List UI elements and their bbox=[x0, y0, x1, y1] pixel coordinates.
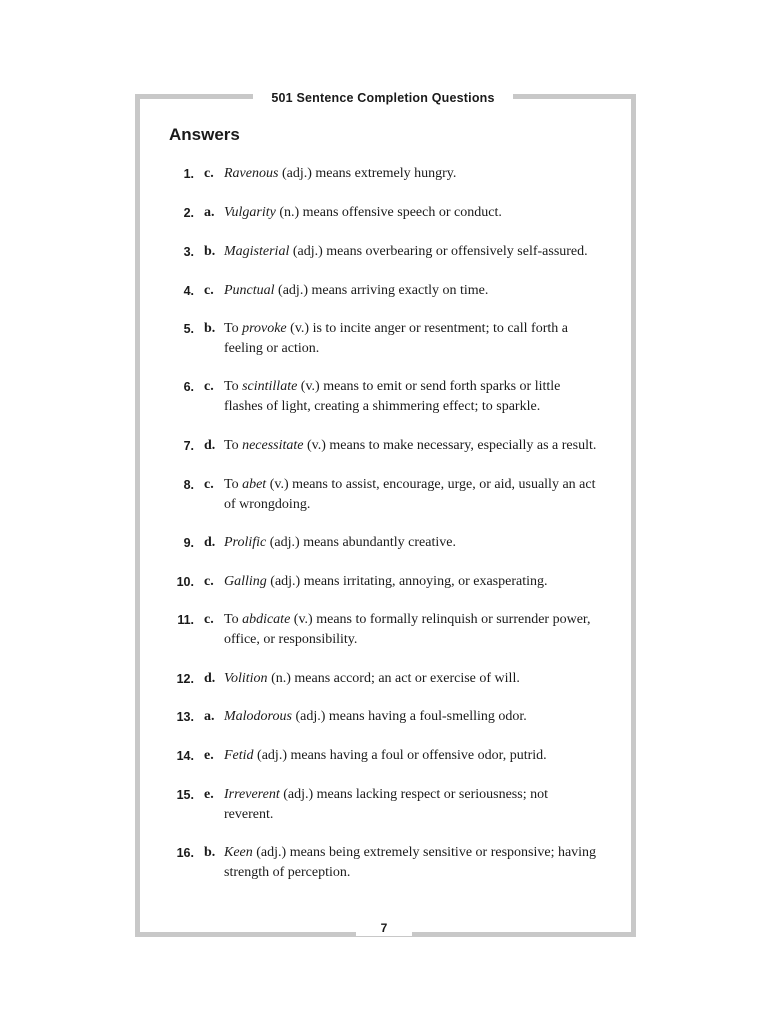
answer-explanation bbox=[224, 203, 600, 223]
answer-term: Prolific bbox=[224, 535, 267, 550]
answer-definition: (v.) means to make necessary, especially as a result. bbox=[303, 438, 597, 453]
answer-definition: (adj.) means lacking respect or seriousness; not reverent. bbox=[224, 787, 548, 822]
answer-term: provoke bbox=[242, 321, 287, 336]
answer-number: 6. bbox=[183, 380, 194, 394]
answer-item-7 bbox=[160, 436, 600, 456]
answer-letter: c. bbox=[204, 477, 214, 492]
answer-prefix: To bbox=[224, 477, 243, 492]
answer-number: 9. bbox=[183, 536, 194, 550]
answer-term: Fetid bbox=[224, 748, 254, 763]
answer-item-16 bbox=[160, 843, 600, 883]
answer-explanation bbox=[224, 746, 600, 766]
answer-term: Magisterial bbox=[224, 244, 290, 259]
answer-item-9 bbox=[160, 533, 600, 553]
answer-definition: (adj.) means irritating, annoying, or exasperating. bbox=[266, 574, 548, 589]
answer-number: 12. bbox=[176, 672, 194, 686]
answer-term: Vulgarity bbox=[224, 205, 276, 220]
answer-definition: (adj.) means extremely hungry. bbox=[278, 166, 457, 181]
answer-definition: (adj.) means arriving exactly on time. bbox=[274, 283, 489, 298]
answer-explanation bbox=[224, 572, 600, 592]
answer-item-5 bbox=[160, 319, 600, 359]
running-header-title: 501 Sentence Completion Questions bbox=[253, 90, 513, 106]
answer-prefix: To bbox=[224, 612, 243, 627]
answer-number: 5. bbox=[183, 322, 194, 336]
answer-definition: (v.) means to emit or send forth sparks or little flashes of light, creating a shimmering effect; to sparkle. bbox=[224, 379, 561, 414]
answer-number: 7. bbox=[183, 439, 194, 453]
answer-letter: e. bbox=[204, 748, 214, 763]
answer-prefix: To bbox=[224, 438, 243, 453]
answer-term: Ravenous bbox=[224, 166, 279, 181]
answer-item-2 bbox=[160, 203, 600, 223]
answer-explanation bbox=[224, 707, 600, 727]
page-number: 7 bbox=[356, 920, 412, 936]
answer-letter: b. bbox=[204, 244, 216, 259]
answer-number: 10. bbox=[176, 575, 194, 589]
answer-explanation bbox=[224, 164, 600, 184]
answer-letter: c. bbox=[204, 379, 214, 394]
answer-term: abet bbox=[242, 477, 267, 492]
answer-item-4 bbox=[160, 281, 600, 301]
answer-term: Punctual bbox=[224, 283, 275, 298]
answer-item-13 bbox=[160, 707, 600, 727]
answer-prefix: To bbox=[224, 321, 243, 336]
answer-term: abdicate bbox=[242, 612, 291, 627]
answer-term: Malodorous bbox=[224, 709, 292, 724]
answer-definition: (adj.) means having a foul-smelling odor. bbox=[291, 709, 527, 724]
answer-explanation bbox=[224, 377, 600, 417]
answer-letter: a. bbox=[204, 709, 215, 724]
answer-explanation bbox=[224, 436, 600, 456]
answer-explanation bbox=[224, 669, 600, 689]
answer-letter: d. bbox=[204, 671, 216, 686]
answer-letter: d. bbox=[204, 438, 216, 453]
answer-number: 4. bbox=[183, 284, 194, 298]
answer-explanation bbox=[224, 475, 600, 515]
answer-definition: (adj.) means being extremely sensitive or responsive; having strength of perception. bbox=[224, 845, 597, 880]
answer-item-1 bbox=[160, 164, 600, 184]
answer-letter: b. bbox=[204, 845, 216, 860]
answer-term: Volition bbox=[224, 671, 268, 686]
answer-item-11 bbox=[160, 610, 600, 650]
answer-letter: d. bbox=[204, 535, 216, 550]
answer-item-3 bbox=[160, 242, 600, 262]
answer-number: 14. bbox=[176, 749, 194, 763]
answer-definition: (n.) means accord; an act or exercise of will. bbox=[267, 671, 520, 686]
answer-explanation bbox=[224, 533, 600, 553]
answer-definition: (v.) means to assist, encourage, urge, or aid, usually an act of wrongdoing. bbox=[224, 477, 596, 512]
answer-term: Irreverent bbox=[224, 787, 280, 802]
answer-number: 3. bbox=[183, 245, 194, 259]
answer-letter: c. bbox=[204, 574, 214, 589]
answer-item-6 bbox=[160, 377, 600, 417]
answer-prefix: To bbox=[224, 379, 243, 394]
answer-letter: c. bbox=[204, 166, 214, 181]
answer-item-14 bbox=[160, 746, 600, 766]
answer-item-15 bbox=[160, 785, 600, 825]
answer-definition: (adj.) means having a foul or offensive odor, putrid. bbox=[253, 748, 547, 763]
answer-term: scintillate bbox=[242, 379, 298, 394]
answer-letter: e. bbox=[204, 787, 214, 802]
answer-explanation bbox=[224, 785, 600, 825]
answer-definition: (v.) means to formally relinquish or surrender power, office, or responsibility. bbox=[224, 612, 591, 647]
section-title: Answers bbox=[169, 125, 240, 144]
answer-term: Keen bbox=[224, 845, 253, 860]
answer-term: necessitate bbox=[242, 438, 304, 453]
answer-explanation bbox=[224, 242, 600, 262]
answer-number: 1. bbox=[183, 167, 194, 181]
answer-number: 8. bbox=[183, 478, 194, 492]
answer-item-8 bbox=[160, 475, 600, 515]
answer-letter: c. bbox=[204, 612, 214, 627]
answer-explanation bbox=[224, 843, 600, 883]
answer-definition: (n.) means offensive speech or conduct. bbox=[275, 205, 502, 220]
answer-item-12 bbox=[160, 669, 600, 689]
answer-letter: a. bbox=[204, 205, 215, 220]
answer-letter: c. bbox=[204, 283, 214, 298]
answer-explanation bbox=[224, 281, 600, 301]
answer-explanation bbox=[224, 610, 600, 650]
answer-number: 16. bbox=[176, 846, 194, 860]
answer-definition: (adj.) means overbearing or offensively self-assured. bbox=[289, 244, 588, 259]
answer-definition: (adj.) means abundantly creative. bbox=[266, 535, 456, 550]
answer-explanation bbox=[224, 319, 600, 359]
answer-letter: b. bbox=[204, 321, 216, 336]
answer-number: 11. bbox=[177, 613, 194, 627]
answer-item-10 bbox=[160, 572, 600, 592]
answer-term: Galling bbox=[224, 574, 267, 589]
answer-number: 13. bbox=[176, 710, 194, 724]
answer-definition: (v.) is to incite anger or resentment; to call forth a feeling or action. bbox=[224, 321, 568, 356]
answer-number: 2. bbox=[183, 206, 194, 220]
answer-number: 15. bbox=[176, 788, 194, 802]
